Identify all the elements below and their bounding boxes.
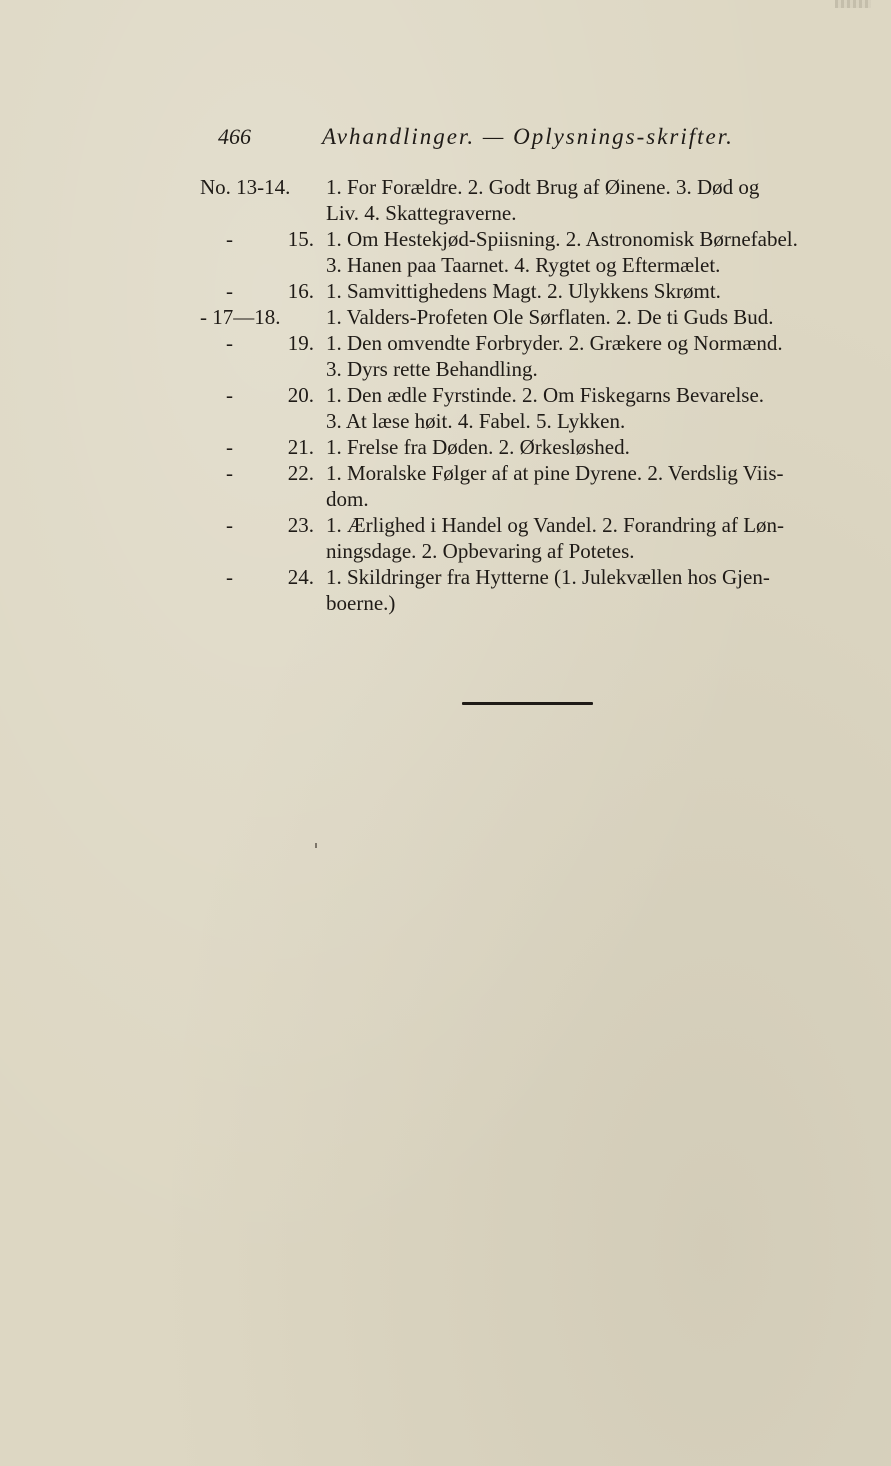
list-item bbox=[200, 278, 880, 304]
entry-line: ningsdage. 2. Opbevaring af Potetes. bbox=[326, 539, 635, 563]
paper-speck bbox=[315, 843, 317, 848]
list-item bbox=[200, 460, 880, 512]
entry-line: 1. Moralske Følger af at pine Dyrene. 2. Verdslig Viis- bbox=[326, 461, 784, 485]
entry-line: 1. Ærlighed i Handel og Vandel. 2. Forandring af Løn- bbox=[326, 513, 785, 537]
entry-line: 1. For Forældre. 2. Godt Brug af Øinene. 3. Død og bbox=[326, 175, 760, 199]
entry-number-value: 15. bbox=[287, 227, 314, 251]
entry-number-value: No. 13-14. bbox=[200, 175, 291, 199]
entry-number-value: 19. bbox=[287, 331, 314, 355]
entry-line: 1. Den ædle Fyrstinde. 2. Om Fiskegarns Bevarelse. bbox=[326, 383, 765, 407]
entry-line: 1. Frelse fra Døden. 2. Ørkesløshed. bbox=[326, 435, 630, 459]
entry-text bbox=[326, 330, 864, 382]
ditto-dash: - bbox=[226, 565, 233, 589]
entry-text bbox=[326, 460, 864, 512]
entry-number-value: 21. bbox=[287, 435, 314, 459]
list-item bbox=[200, 330, 880, 382]
list-item bbox=[200, 382, 880, 434]
entry-line: 1. Den omvendte Forbryder. 2. Grækere og Normænd. bbox=[326, 331, 783, 355]
entry-number-value: 16. bbox=[287, 279, 314, 303]
ditto-dash: - bbox=[226, 383, 233, 407]
entry-line: dom. bbox=[326, 487, 369, 511]
end-rule bbox=[462, 702, 593, 705]
ditto-dash: - bbox=[226, 513, 233, 537]
list-item bbox=[200, 226, 880, 278]
ditto-dash: - bbox=[226, 435, 233, 459]
entry-line: 3. Dyrs rette Behandling. bbox=[326, 357, 538, 381]
entry-text bbox=[326, 382, 864, 434]
ditto-dash: - bbox=[226, 279, 233, 303]
entry-number-value: 20. bbox=[287, 383, 314, 407]
ditto-dash: - bbox=[226, 331, 233, 355]
list-item bbox=[200, 564, 880, 616]
list-item bbox=[200, 512, 880, 564]
entry-number-value: 23. bbox=[287, 513, 314, 537]
entry-line: 3. Hanen paa Taarnet. 4. Rygtet og Eftermælet. bbox=[326, 253, 721, 277]
list-item bbox=[200, 434, 880, 460]
entry-line: 1. Samvittighedens Magt. 2. Ulykkens Skrømt. bbox=[326, 279, 721, 303]
entry-text bbox=[326, 304, 864, 330]
entry-number-value: 22. bbox=[287, 461, 314, 485]
entry-line: 1. Skildringer fra Hytterne (1. Julekvællen hos Gjen- bbox=[326, 565, 770, 589]
entry-text bbox=[326, 512, 864, 564]
entry-line: Liv. 4. Skattegraverne. bbox=[326, 201, 517, 225]
entry-list bbox=[200, 174, 880, 616]
entry-text bbox=[326, 434, 864, 460]
entry-text bbox=[326, 564, 864, 616]
entry-text bbox=[326, 226, 864, 278]
entry-line: 1. Om Hestekjød-Spiisning. 2. Astronomisk Børnefabel. bbox=[326, 227, 798, 251]
entry-number-value: - 17—18. bbox=[200, 305, 281, 329]
entry-line: 3. At læse høit. 4. Fabel. 5. Lykken. bbox=[326, 409, 626, 433]
header-title: Avhandlinger. — Oplysnings-skrifter. bbox=[322, 124, 734, 149]
list-item bbox=[200, 174, 880, 226]
ditto-dash: - bbox=[226, 227, 233, 251]
entry-text bbox=[326, 278, 864, 304]
list-item bbox=[200, 304, 880, 330]
entry-number-value: 24. bbox=[287, 565, 314, 589]
scan-edge-mark bbox=[835, 0, 871, 8]
entry-line: boerne.) bbox=[326, 591, 396, 615]
ditto-dash: - bbox=[226, 461, 233, 485]
running-head bbox=[218, 124, 778, 158]
entry-text bbox=[326, 174, 864, 226]
page-number: 466 bbox=[218, 124, 251, 149]
entry-line: 1. Valders-Profeten Ole Sørflaten. 2. De ti Guds Bud. bbox=[326, 305, 774, 329]
